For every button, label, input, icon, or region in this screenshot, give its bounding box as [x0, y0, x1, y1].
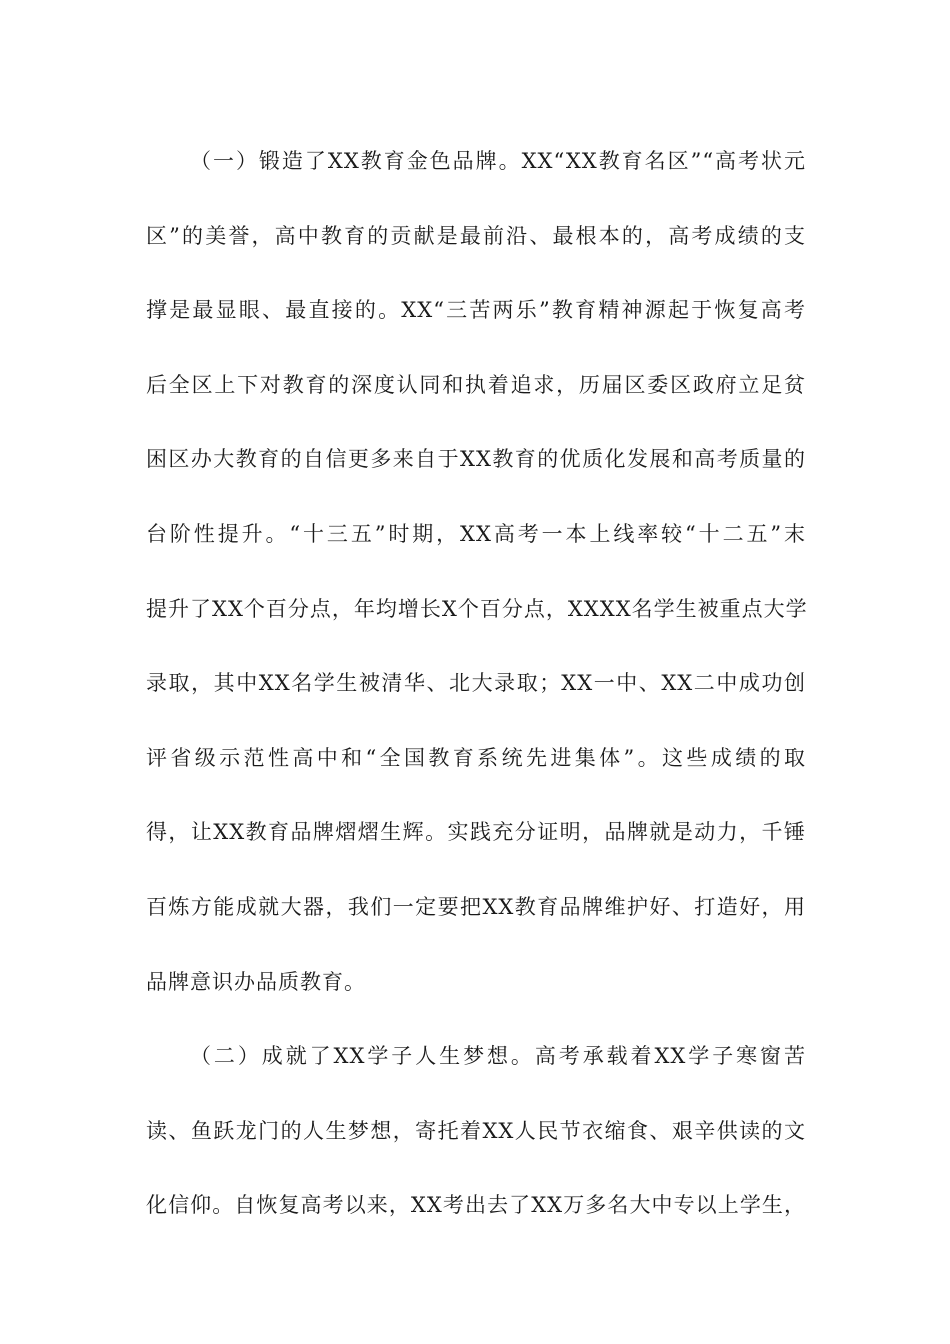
paragraph-1-line-4: 后全区上下对教育的深度认同和执着追求，历届区委区政府立足贫 [146, 372, 806, 397]
paragraph-1-line-2: 区”的美誉，高中教育的贡献是最前沿、最根本的，高考成绩的支 [146, 223, 806, 248]
paragraph-1-line-8: 录取，其中XX名学生被清华、北大录取；XX一中、XX二中成功创 [146, 671, 806, 696]
paragraph-2-line-3: 化信仰。自恢复高考以来，XX考出去了XX万多名大中专以上学生， [146, 1193, 806, 1218]
paragraph-1-line-5: 困区办大教育的自信更多来自于XX教育的优质化发展和高考质量的 [146, 447, 806, 472]
paragraph-1-line-10: 得，让XX教育品牌熠熠生辉。实践充分证明，品牌就是动力，千锤 [146, 820, 806, 845]
paragraph-1-line-3: 撑是最显眼、最直接的。XX“三苦两乐”教育精神源起于恢复高考 [146, 298, 806, 323]
paragraph-1-line-9: 评省级示范性高中和“全国教育系统先进集体”。这些成绩的取 [146, 745, 806, 770]
paragraph-1-line-12: 品牌意识办品质教育。 [146, 969, 366, 994]
paragraph-1-line-1: （一）锻造了XX教育金色品牌。XX“XX教育名区”“高考状元 [190, 149, 806, 173]
document-body [146, 124, 806, 1243]
paragraph-1-line-7: 提升了XX个百分点，年均增长X个百分点，XXXX名学生被重点大学 [146, 596, 808, 621]
paragraph-1-line-11: 百炼方能成就大器，我们一定要把XX教育品牌维护好、打造好，用 [146, 894, 806, 919]
paragraph-1-line-6: 台阶性提升。“十三五”时期，XX高考一本上线率较“十二五”末 [146, 521, 806, 546]
paragraph-2-line-2: 读、鱼跃龙门的人生梦想，寄托着XX人民节衣缩食、艰辛供读的文 [146, 1118, 806, 1143]
paragraph-2-line-1: （二）成就了XX学子人生梦想。高考承载着XX学子寒窗苦 [190, 1044, 806, 1069]
